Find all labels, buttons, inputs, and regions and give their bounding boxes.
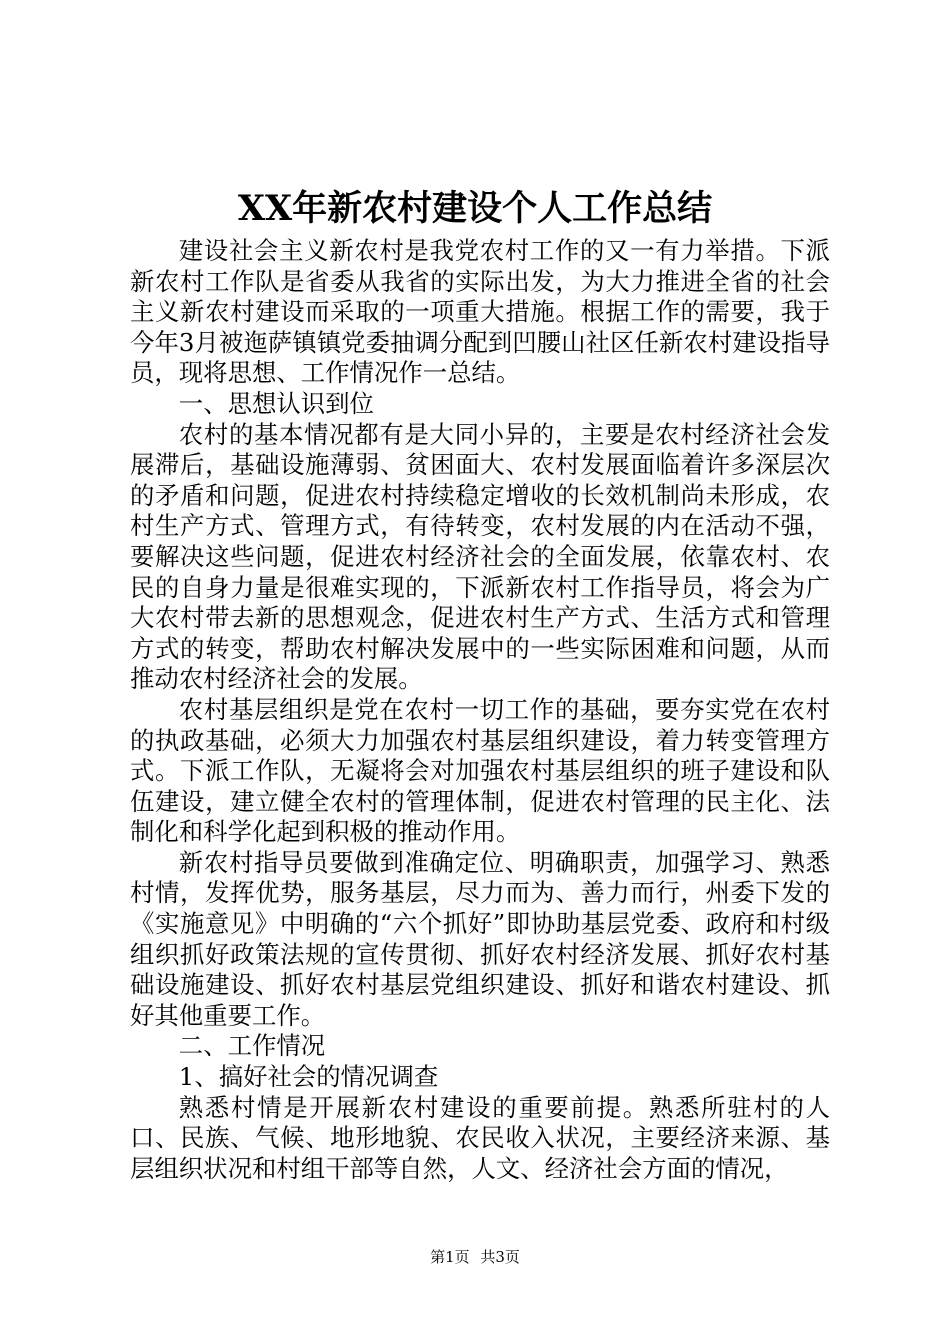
section-heading-1: 一、思想认识到位 <box>178 388 374 418</box>
paragraph: 农村基层组织是党在农村一切工作的基础，要夯实党在农村的执政基础，必须大力加强农村基层组织建设，着力转变管理方式。下派工作队，无凝将会对加强农村基层组织的班子建设和队伍建设，建立健全农村的管理体制，促进农村管理的民主化、法制化和科学化起到积极的推动作用。 <box>130 694 830 847</box>
paragraph: 熟悉村情是开展新农村建设的重要前提。熟悉所驻村的人口、民族、气候、地形地貌、农民收入状况，主要经济来源、基层组织状况和村组干部等自然，人文、经济社会方面的情况， <box>130 1092 830 1183</box>
page-footer <box>0 1247 950 1267</box>
subsection-heading: 1、搞好社会的情况调查 <box>178 1062 439 1092</box>
section-heading-2: 二、工作情况 <box>178 1031 326 1061</box>
paragraph-intro: 建设社会主义新农村是我党农村工作的又一有力举措。下派新农村工作队是省委从我省的实际出发，为大力推进全省的社会主义新农村建设而采取的一项重大措施。根据工作的需要，我于今年3月被迤萨镇镇党委抽调分配到凹腰山社区任新农村建设指导员，现将思想、工作情况作一总结。 <box>130 236 830 388</box>
document-title: XX年新农村建设个人工作总结 <box>237 188 713 229</box>
paragraph: 新农村指导员要做到准确定位、明确职责，加强学习、熟悉村情，发挥优势，服务基层，尽力而为、善力而行，州委下发的《实施意见》中明确的“六个抓好”即协助基层党委、政府和村级组织抓好政策法规的宣传贯彻、抓好农村经济发展、抓好农村基础设施建设、抓好农村基层党组织建设、抓好和谐农村建设、抓好其他重要工作。 <box>130 847 830 1030</box>
page-number: 第1页 <box>430 1248 470 1266</box>
page-total: 共3页 <box>480 1248 520 1266</box>
paragraph: 农村的基本情况都有是大同小异的，主要是农村经济社会发展滞后，基础设施薄弱、贫困面大、农村发展面临着许多深层次的矛盾和问题，促进农村持续稳定增收的长效机制尚未形成，农村生产方式、管理方式，有待转变，农村发展的内在活动不强，要解决这些问题，促进农村经济社会的全面发展，依靠农村、农民的自身力量是很难实现的，下派新农村工作指导员，将会为广大农村带去新的思想观念，促进农村生产方式、生活方式和管理方式的转变，帮助农村解决发展中的一些实际困难和问题，从而推动农村经济社会的发展。 <box>130 419 830 694</box>
document-body <box>130 236 830 1184</box>
